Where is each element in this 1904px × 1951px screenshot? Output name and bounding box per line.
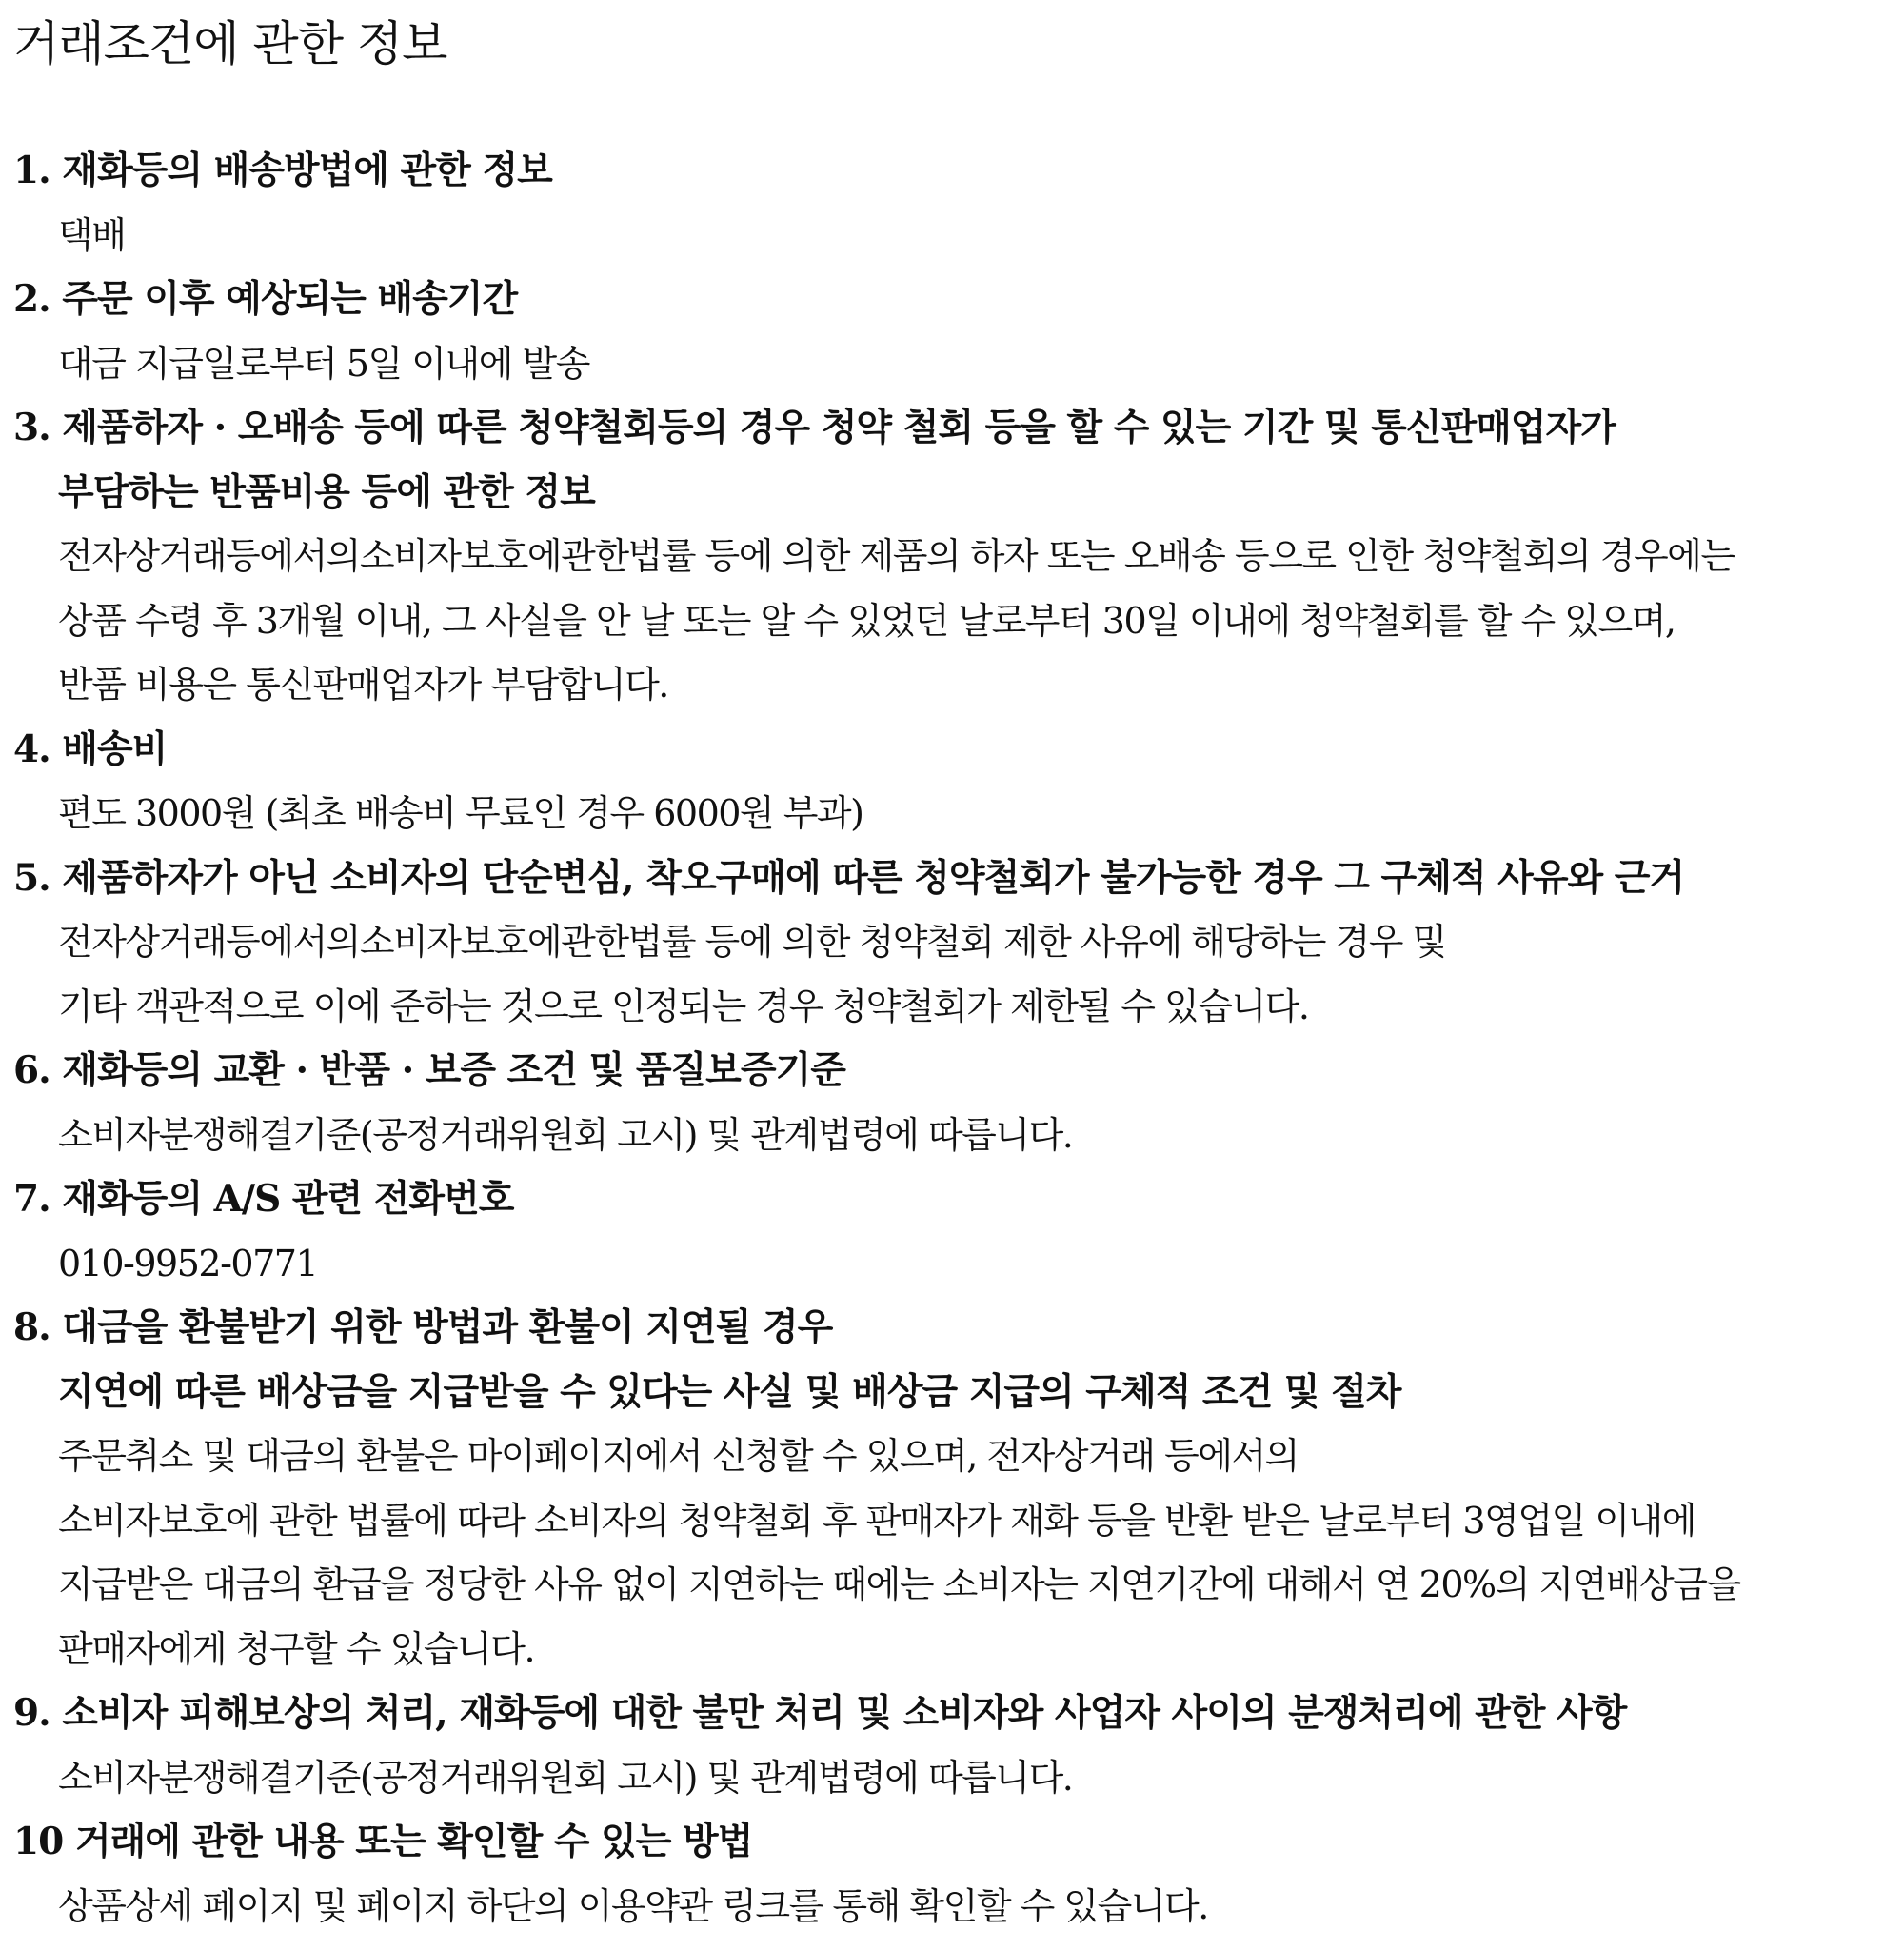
- section-heading-line: 6. 재화등의 교환 · 반품 · 보증 조건 및 품질보증기준: [13, 1048, 845, 1092]
- terms-section: [13, 718, 1904, 846]
- section-body-line: 지급받은 대금의 환급을 정당한 사유 없이 지연하는 때에는 소비자는 지연기간에 대해서 연 20%의 지연배상금을: [58, 1563, 1740, 1605]
- section-body-line: 주문취소 및 대금의 환불은 마이페이지에서 신청할 수 있으며, 전자상거래 등에서의: [58, 1435, 1299, 1477]
- section-heading: [13, 846, 1904, 911]
- section-heading: [13, 268, 1904, 332]
- section-heading: [13, 1682, 1904, 1746]
- section-body-line: 전자상거래등에서의소비자보호에관한법률 등에 의한 청약철회 제한 사유에 해당하는 경우 및: [58, 921, 1446, 963]
- section-heading: [13, 1039, 1904, 1104]
- terms-section: [13, 139, 1904, 268]
- section-heading: [13, 396, 1904, 525]
- section-body-line: 판매자에게 청구할 수 있습니다.: [58, 1627, 535, 1670]
- section-heading-line: 8. 대금을 환불받기 위한 방법과 환불이 지연될 경우: [13, 1305, 833, 1349]
- terms-section: [13, 1682, 1904, 1810]
- section-heading-line: 10 거래에 관한 내용 또는 확인할 수 있는 방법: [13, 1820, 753, 1863]
- section-heading: [13, 718, 1904, 783]
- section-body-line: 소비자분쟁해결기준(공정거래위원회 고시) 및 관계법령에 따릅니다.: [58, 1756, 1073, 1799]
- section-heading-line: 지연에 따른 배상금을 지급받을 수 있다는 사실 및 배상금 지급의 구체적 조건 및 절차: [58, 1369, 1401, 1414]
- section-heading-line: 2. 주문 이후 예상되는 배송기간: [13, 277, 518, 321]
- terms-sections: [13, 139, 1904, 1939]
- terms-section: [13, 846, 1904, 1040]
- section-heading-line: 7. 재화등의 A/S 관련 전화번호: [13, 1177, 514, 1221]
- section-body-line: 택배: [58, 213, 126, 256]
- section-body-line: 010-9952-0771: [58, 1242, 318, 1284]
- section-body-line: 소비자보호에 관한 법률에 따라 소비자의 청약철회 후 판매자가 재화 등을 반환 받은 날로부터 3영업일 이내에: [58, 1499, 1696, 1542]
- section-heading: [13, 1167, 1904, 1232]
- section-body-line: 기타 객관적으로 이에 준하는 것으로 인정되는 경우 청약철회가 제한될 수 있습니다.: [58, 985, 1309, 1027]
- terms-section: [13, 1296, 1904, 1682]
- section-heading: [13, 139, 1904, 204]
- terms-section: [13, 1167, 1904, 1296]
- section-body-line: 편도 3000원 (최초 배송비 무료인 경우 6000원 부과): [58, 792, 863, 834]
- section-body-line: 전자상거래등에서의소비자보호에관한법률 등에 의한 제품의 하자 또는 오배송 등으로 인한 청약철회의 경우에는: [58, 535, 1735, 577]
- section-heading-line: 3. 제품하자 · 오배송 등에 따른 청약철회등의 경우 청약 철회 등을 할 수 있는 기간 및 통신판매업자가: [13, 406, 1616, 449]
- section-body-line: 소비자분쟁해결기준(공정거래위원회 고시) 및 관계법령에 따릅니다.: [58, 1113, 1073, 1156]
- section-heading-line: 1. 재화등의 배송방법에 관한 정보: [13, 149, 552, 192]
- section-body-line: 대금 지급일로부터 5일 이내에 발송: [58, 342, 589, 385]
- section-body-line: 상품상세 페이지 및 페이지 하단의 이용약관 링크를 통해 확인할 수 있습니다.: [58, 1884, 1208, 1927]
- section-heading-line: 9. 소비자 피해보상의 처리, 재화등에 대한 불만 처리 및 소비자와 사업자 사이의 분쟁처리에 관한 사항: [13, 1691, 1627, 1735]
- section-body-line: 반품 비용은 통신판매업자가 부담합니다.: [58, 664, 668, 706]
- section-heading-line: 5. 제품하자가 아닌 소비자의 단순변심, 착오구매에 따른 청약철회가 불가능한 경우 그 구체적 사유와 근거: [13, 855, 1685, 900]
- section-heading-line: 부담하는 반품비용 등에 관한 정보: [58, 469, 595, 514]
- terms-section: [13, 1810, 1904, 1939]
- page-title: 거래조건에 관한 정보: [13, 16, 447, 71]
- section-body-line: 상품 수령 후 3개월 이내, 그 사실을 안 날 또는 알 수 있었던 날로부터 30일 이내에 청약철회를 할 수 있으며,: [58, 599, 1676, 642]
- terms-section: [13, 268, 1904, 396]
- section-heading: [13, 1810, 1904, 1875]
- section-heading: [13, 1296, 1904, 1424]
- terms-section: [13, 1039, 1904, 1167]
- section-heading-line: 4. 배송비: [13, 727, 168, 771]
- terms-section: [13, 396, 1904, 718]
